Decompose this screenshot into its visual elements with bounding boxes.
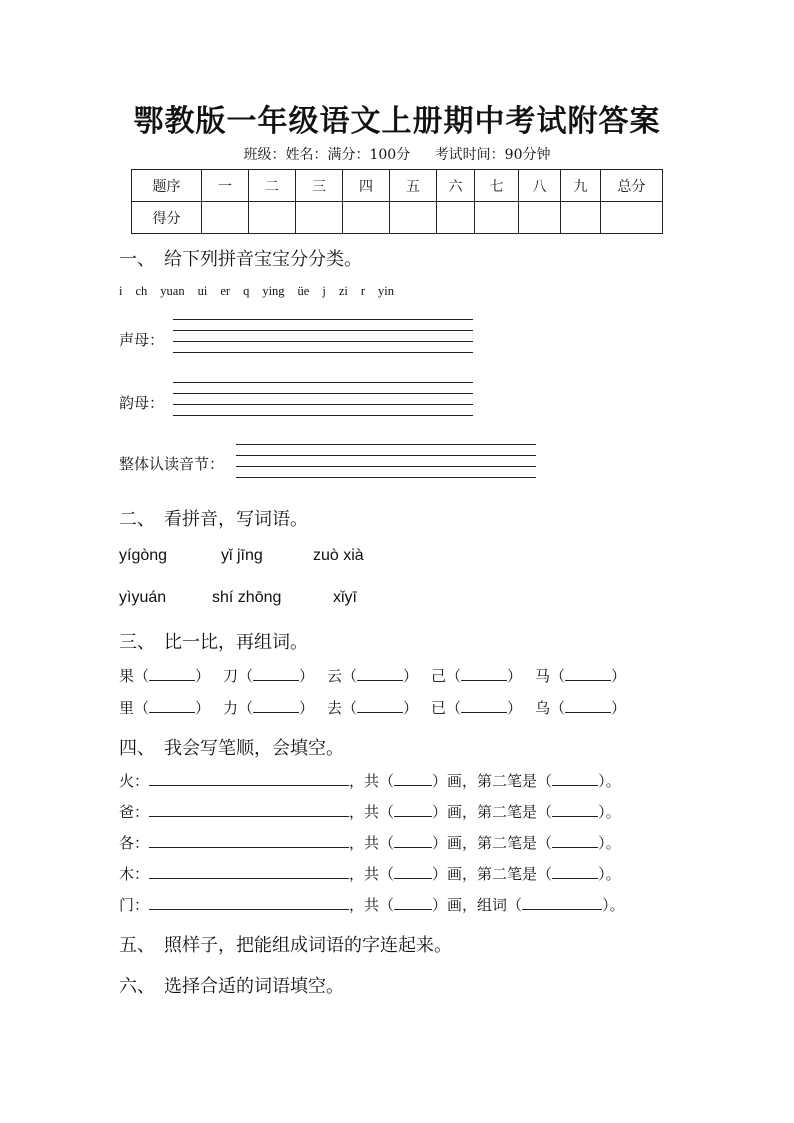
yunmu-label: 韵母：: [119, 394, 165, 412]
compare-item: 去（ ）: [327, 699, 419, 717]
exam-info: [0, 144, 794, 164]
word-blank[interactable]: [253, 698, 299, 713]
pinyin-word: shí zhōng: [212, 589, 282, 606]
compare-item: 乌（ ）: [535, 699, 627, 717]
word-blank[interactable]: [461, 698, 507, 713]
stroke-row: 木： ，共（ ）画，第二笔是（ ）。: [119, 865, 621, 883]
second-stroke-blank[interactable]: [552, 771, 598, 786]
second-stroke-blank[interactable]: [552, 802, 598, 817]
table-header-cell: 八: [519, 170, 561, 202]
answer-line[interactable]: [173, 404, 473, 405]
compare-item: 己（ ）: [431, 667, 523, 685]
word-blank[interactable]: [357, 698, 403, 713]
answer-line[interactable]: [173, 415, 473, 416]
word-blank[interactable]: [565, 698, 611, 713]
pinyin-item: zi: [338, 284, 348, 298]
score-cell[interactable]: [343, 202, 390, 234]
score-cell[interactable]: [437, 202, 475, 234]
table-header-cell: 总分: [601, 170, 663, 202]
zhengti-label: 整体认读音节：: [119, 455, 225, 473]
pinyin-word: zuò xià: [313, 547, 364, 564]
table-header-cell: 一: [202, 170, 249, 202]
pinyin-item: yin: [378, 284, 395, 298]
stroke-count-blank[interactable]: [394, 802, 432, 817]
score-row-label: 得分: [132, 202, 202, 234]
stroke-count-blank[interactable]: [394, 833, 432, 848]
score-cell[interactable]: [601, 202, 663, 234]
table-header-cell: 二: [249, 170, 296, 202]
pinyin-word: yìyuán: [119, 589, 167, 606]
word-blank[interactable]: [565, 666, 611, 681]
pinyin-item: j: [322, 284, 326, 298]
compare-item: 已（ ）: [431, 699, 523, 717]
score-cell[interactable]: [519, 202, 561, 234]
table-header-cell: 七: [475, 170, 519, 202]
page-title: 鄂教版一年级语文上册期中考试附答案: [133, 104, 661, 139]
section4-heading: 四、 我会写笔顺，会填空。: [119, 738, 344, 759]
word-blank[interactable]: [522, 895, 602, 910]
stroke-order-blank[interactable]: [149, 895, 349, 910]
table-header-cell: 六: [437, 170, 475, 202]
stroke-order-blank[interactable]: [149, 864, 349, 879]
stroke-count-blank[interactable]: [394, 771, 432, 786]
pinyin-item: ui: [197, 284, 208, 298]
second-stroke-blank[interactable]: [552, 864, 598, 879]
stroke-row: 火： ，共（ ）画，第二笔是（ ）。: [119, 772, 621, 790]
section1-heading: 一、 给下列拼音宝宝分分类。: [119, 249, 362, 270]
answer-line[interactable]: [173, 330, 473, 331]
word-blank[interactable]: [149, 666, 195, 681]
answer-line[interactable]: [236, 444, 536, 445]
score-cell[interactable]: [390, 202, 437, 234]
answer-line[interactable]: [236, 477, 536, 478]
score-table: [131, 169, 663, 234]
pinyin-item: üe: [297, 284, 310, 298]
compare-item: 果（ ）: [119, 667, 211, 685]
stroke-row: 门： ，共（ ）画，组词（ ）。: [119, 896, 625, 914]
answer-line[interactable]: [173, 393, 473, 394]
answer-line[interactable]: [236, 466, 536, 467]
pinyin-item: yuan: [160, 284, 185, 298]
section3-heading: 三、 比一比，再组词。: [119, 632, 308, 653]
score-cell[interactable]: [202, 202, 249, 234]
pinyin-word: yǐ jīng: [221, 547, 263, 564]
pinyin-item: i: [119, 284, 123, 298]
score-cell[interactable]: [249, 202, 296, 234]
section5-heading: 五、 照样子，把能组成词语的字连起来。: [119, 935, 452, 956]
stroke-count-blank[interactable]: [394, 895, 432, 910]
stroke-order-blank[interactable]: [149, 771, 349, 786]
stroke-row: 各： ，共（ ）画，第二笔是（ ）。: [119, 834, 621, 852]
answer-line[interactable]: [173, 352, 473, 353]
pinyin-item: er: [220, 284, 231, 298]
answer-line[interactable]: [236, 455, 536, 456]
table-header-cell: 四: [343, 170, 390, 202]
stroke-order-blank[interactable]: [149, 833, 349, 848]
compare-row-1: [119, 665, 626, 686]
compare-item: 里（ ）: [119, 699, 211, 717]
score-table-header-row: [132, 170, 663, 202]
score-table-score-row: [132, 202, 663, 234]
score-cell[interactable]: [475, 202, 519, 234]
shengmu-label: 声母：: [119, 331, 165, 349]
pinyin-item: r: [360, 284, 366, 298]
compare-item: 刀（ ）: [223, 667, 315, 685]
pinyin-list: [119, 284, 407, 299]
pinyin-item: q: [243, 284, 250, 298]
pinyin-item: ying: [262, 284, 285, 298]
table-header-cell: 题序: [132, 170, 202, 202]
compare-item: 马（ ）: [535, 667, 627, 685]
table-header-cell: 三: [296, 170, 343, 202]
table-header-cell: 九: [561, 170, 601, 202]
score-cell[interactable]: [561, 202, 601, 234]
word-blank[interactable]: [253, 666, 299, 681]
word-blank[interactable]: [461, 666, 507, 681]
section2-heading: 二、 看拼音，写词语。: [119, 509, 308, 530]
class-name-score: 班级：姓名：满分：100分: [243, 147, 411, 163]
second-stroke-blank[interactable]: [552, 833, 598, 848]
answer-line[interactable]: [173, 341, 473, 342]
compare-row-2: [119, 697, 626, 718]
pinyin-word: yígòng: [119, 547, 168, 564]
word-blank[interactable]: [357, 666, 403, 681]
answer-line[interactable]: [173, 382, 473, 383]
stroke-count-blank[interactable]: [394, 864, 432, 879]
score-cell[interactable]: [296, 202, 343, 234]
stroke-row: 爸： ，共（ ）画，第二笔是（ ）。: [119, 803, 621, 821]
compare-item: 力（ ）: [223, 699, 315, 717]
pinyin-item: ch: [135, 284, 148, 298]
section6-heading: 六、 选择合适的词语填空。: [119, 976, 344, 997]
compare-item: 云（ ）: [327, 667, 419, 685]
stroke-order-blank[interactable]: [149, 802, 349, 817]
answer-line[interactable]: [173, 319, 473, 320]
table-header-cell: 五: [390, 170, 437, 202]
pinyin-word: xǐyī: [333, 589, 357, 606]
exam-time: 考试时间：90分钟: [434, 147, 551, 163]
word-blank[interactable]: [149, 698, 195, 713]
